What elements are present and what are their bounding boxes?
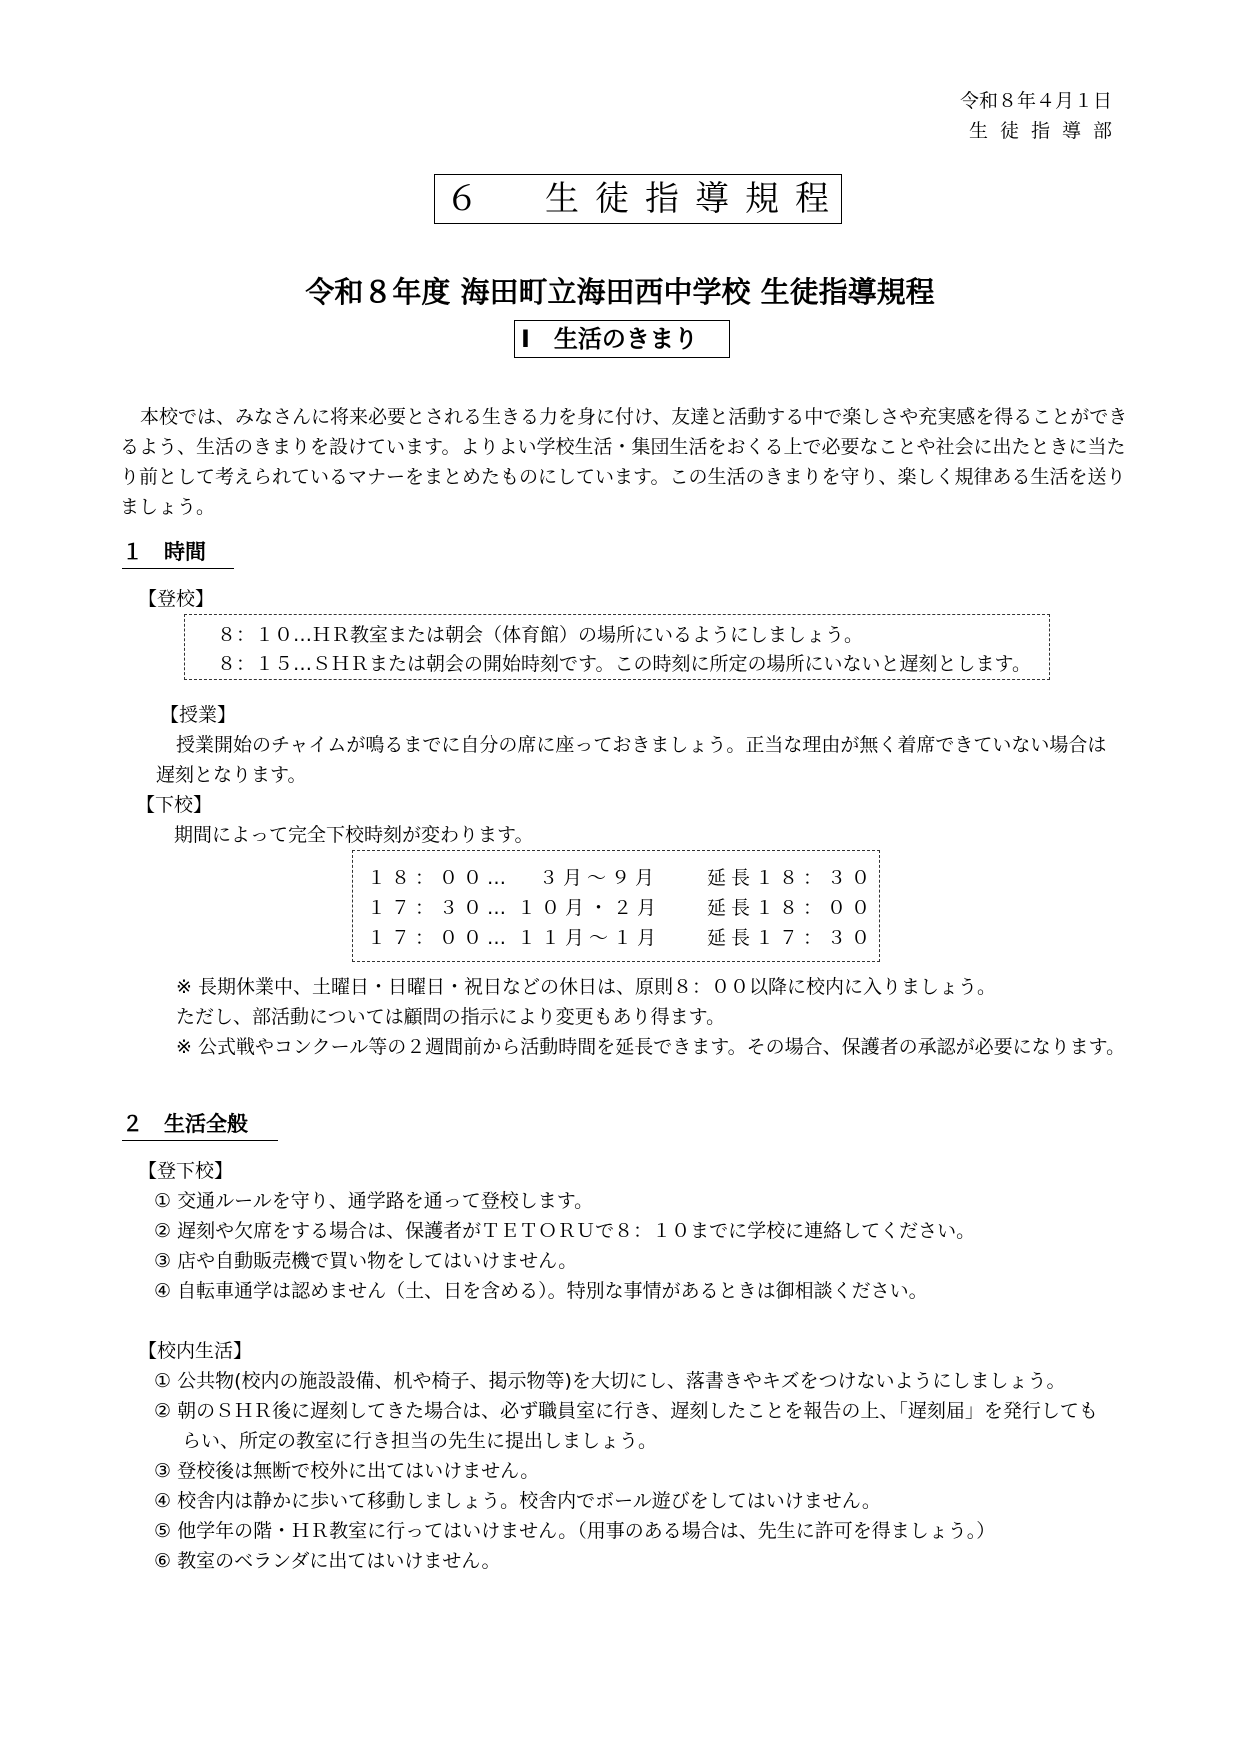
class-text: 授業開始のチャイムが鳴るまでに自分の席に座っておきましょう。正当な理由が無く着席できていない場合は	[176, 734, 1107, 756]
departure-label: 【下校】	[136, 794, 213, 816]
list-item: ⑥ 教室のベランダに出てはいけません。	[154, 1550, 501, 1572]
section-title: Ⅰ 生活のきまり	[514, 320, 730, 358]
document-title: 令和８年度 海田町立海田西中学校 生徒指導規程	[305, 275, 935, 309]
list-item: ③ 店や自動販売機で買い物をしてはいけません。	[154, 1250, 578, 1272]
table-row	[367, 921, 875, 951]
time-cell: １８：００…	[367, 866, 512, 889]
extension-cell: 延長１８：００	[707, 896, 876, 919]
commute-label: 【登下校】	[138, 1160, 234, 1182]
time-cell: １７：３０…	[367, 896, 512, 919]
class-text: 遅刻となります。	[156, 764, 307, 786]
departure-note: ※ 長期休業中、土曜日・日曜日・祝日などの休日は、原則８：００以降に校内に入りましょう。	[176, 976, 996, 998]
list-item-continuation: らい、所定の教室に行き担当の先生に提出しましょう。	[182, 1430, 658, 1452]
list-item: ⑤ 他学年の階・ＨＲ教室に行ってはいけません。（用事のある場合は、先生に許可を得ましょう。）	[154, 1520, 996, 1542]
school-life-label: 【校内生活】	[138, 1340, 253, 1362]
departure-text: 期間によって完全下校時刻が変わります。	[174, 824, 534, 846]
arrival-line: ８：１０…ＨＲ教室または朝会（体育館）の場所にいるようにしましょう。	[217, 624, 864, 646]
list-item: ③ 登校後は無断で校外に出てはいけません。	[154, 1460, 540, 1482]
extension-cell: 延長１７：３０	[707, 926, 876, 949]
department-name: 生徒指導部	[968, 120, 1124, 142]
period-cell: ３月～９月	[539, 866, 660, 889]
list-item: ④ 校舎内は静かに歩いて移動しましょう。校舎内でボール遊びをしてはいけません。	[154, 1490, 881, 1512]
table-row	[367, 861, 875, 891]
period-cell: １１月～１月	[517, 926, 662, 949]
list-item: ② 遅刻や欠席をする場合は、保護者がＴＥＴＯＲＵで８：１０までに学校に連絡してください。	[154, 1220, 976, 1242]
intro-paragraph: 本校では、みなさんに将来必要とされる生きる力を身に付け、友達と活動する中で楽しさや充実感を得ることができるよう、生活のきまりを設けています。よりよい学校生活・集団生活をおくる上で必要なことや社会に出たときに当たり前として考えられているマナーをまとめたものにしています。この生活のきまりを守り、楽しく規律ある生活を送りましょう。	[120, 406, 1128, 518]
list-item: ② 朝のＳＨＲ後に遅刻してきた場合は、必ず職員室に行き、遅刻したことを報告の上、「遅刻届」を発行しても	[154, 1400, 1098, 1422]
period-cell: １０月・２月	[517, 896, 662, 919]
arrival-box	[184, 614, 1050, 680]
extension-cell: 延長１８：３０	[707, 866, 876, 889]
arrival-line: ８：１５…ＳＨＲまたは朝会の開始時刻です。この時刻に所定の場所にいないと遅刻とします。	[217, 653, 1031, 675]
time-cell: １７：００…	[367, 926, 512, 949]
list-item: ① 公共物(校内の施設設備、机や椅子、掲示物等)を大切にし、落書きやキズをつけないようにしましょう。	[154, 1370, 1066, 1392]
section1-heading: １ 時間	[122, 536, 234, 569]
table-row	[367, 891, 875, 921]
chapter-title: ６ 生徒指導規程	[434, 174, 842, 224]
list-item: ④ 自転車通学は認めません（土、日を含める）。特別な事情があるときは御相談ください。	[154, 1280, 928, 1302]
section2-heading: ２ 生活全般	[122, 1108, 278, 1141]
list-item: ① 交通ルールを守り、通学路を通って登校します。	[154, 1190, 594, 1212]
arrival-label: 【登校】	[138, 588, 215, 610]
departure-note: ただし、部活動については顧問の指示により変更もあり得ます。	[176, 1006, 726, 1028]
departure-times-table	[367, 861, 875, 951]
class-label: 【授業】	[160, 704, 237, 726]
departure-times-box	[352, 850, 880, 962]
departure-note: ※ 公式戦やコンクール等の２週間前から活動時間を延長できます。その場合、保護者の承認が必要になります。	[176, 1036, 1126, 1058]
header-block	[959, 86, 1124, 146]
document-date: 令和８年４月１日	[959, 90, 1112, 112]
